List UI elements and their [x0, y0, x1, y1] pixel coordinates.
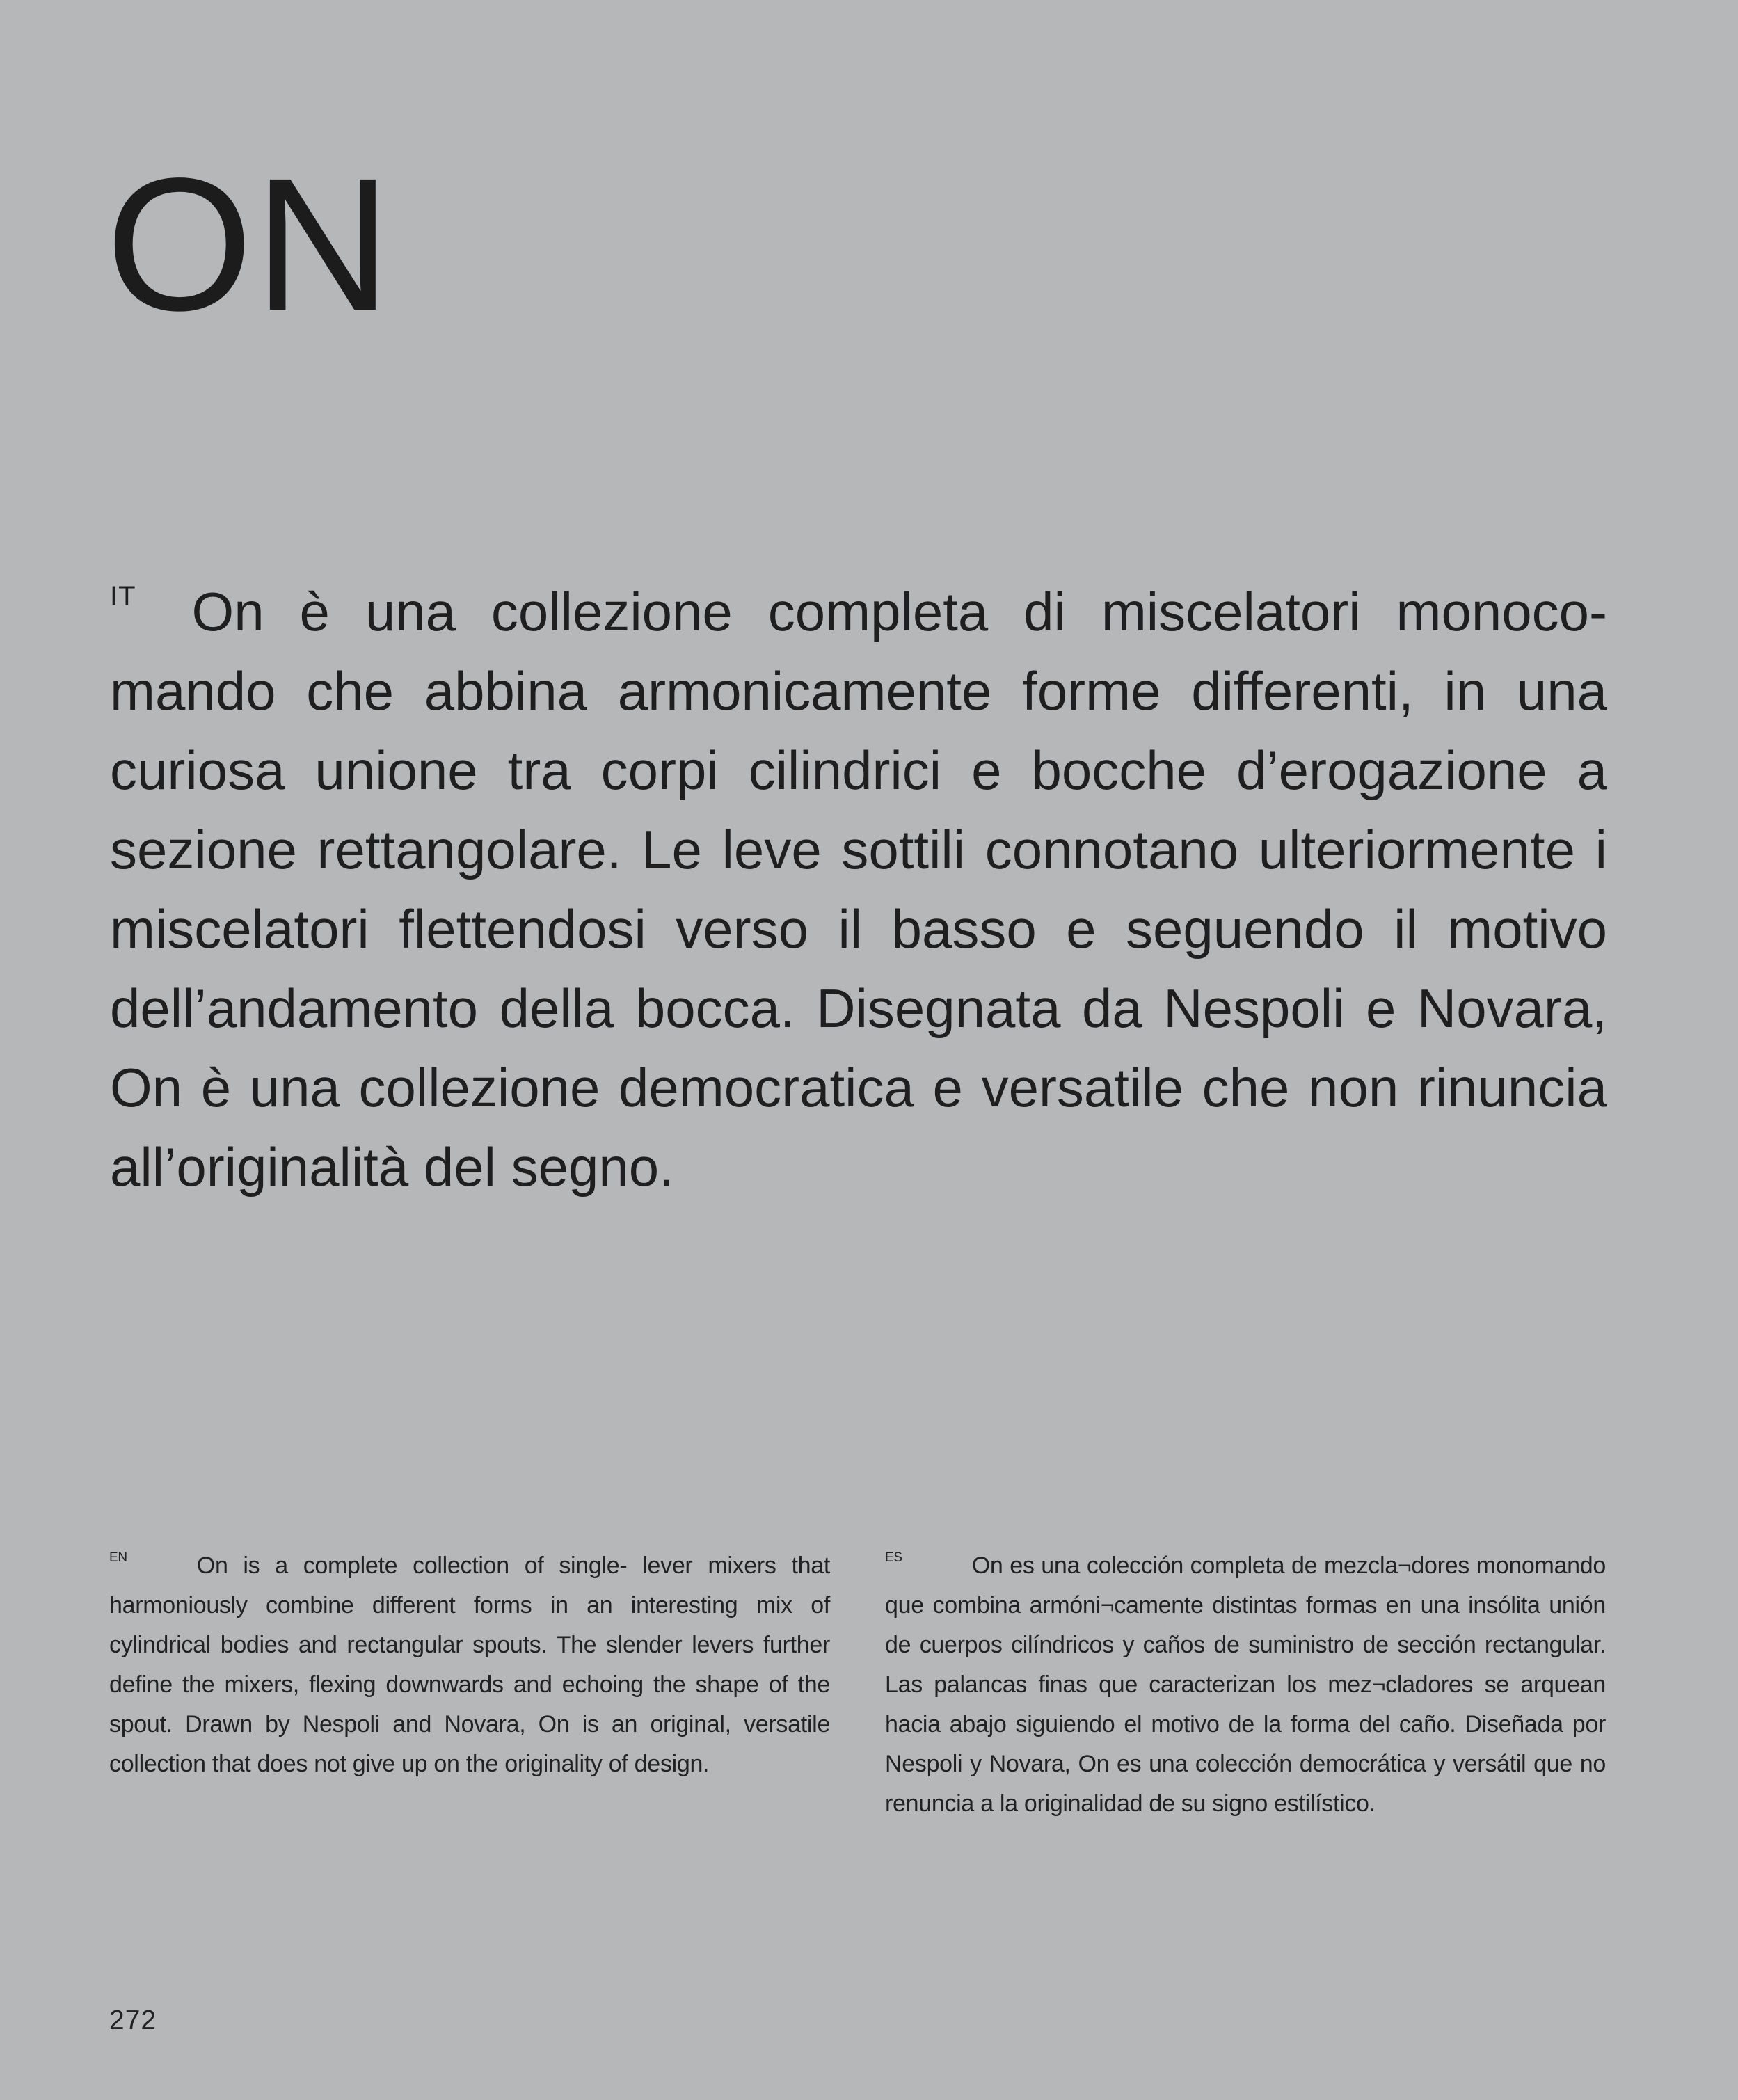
language-tag-es: ES [885, 1550, 902, 1565]
spanish-description [885, 1546, 1606, 1824]
english-description [109, 1546, 830, 1784]
language-tag-en: EN [109, 1550, 127, 1565]
italian-description [110, 572, 1607, 1207]
spanish-text: On es una colección completa de mezcla¬dores monomando que combina armóni¬camente distintas formas en una insólita unión de cuerpos cilíndricos y caños de suministro de sección rectangular. Las palancas finas que caracterizan los mez¬cladores se arquean hacia abajo siguiendo el motivo de la forma del caño. Diseñada por Nespoli y Novara, On es una colección democrática y versátil que no renuncia a la originalidad de su signo estilístico. [885, 1552, 1606, 1817]
page-title: ON [106, 138, 392, 350]
page-number: 272 [109, 2005, 157, 2035]
language-tag-it: IT [110, 581, 136, 612]
italian-text: On è una collezione completa di miscelatori monocomando che abbina armonicamente forme differenti, in una curiosa unione tra corpi cilindrici e bocche d’erogazione a sezione rettangolare. Le leve sottili connotano ulteriormente i miscelatori flettendosi verso il basso e seguendo il motivo dell’andamento della bocca. Disegnata da Nespoli e Novara, On è una collezione democratica e versatile che non rinuncia all’originalità del segno. [110, 581, 1607, 1198]
english-text: On is a complete collection of single- lever mixers that harmoniously combine different forms in an interesting mix of cylindrical bodies and rectangular spouts. The slender levers further define the mixers, flexing downwards and echoing the shape of the spout. Drawn by Nespoli and Novara, On is an original, versatile collection that does not give up on the originality of design. [109, 1552, 830, 1777]
